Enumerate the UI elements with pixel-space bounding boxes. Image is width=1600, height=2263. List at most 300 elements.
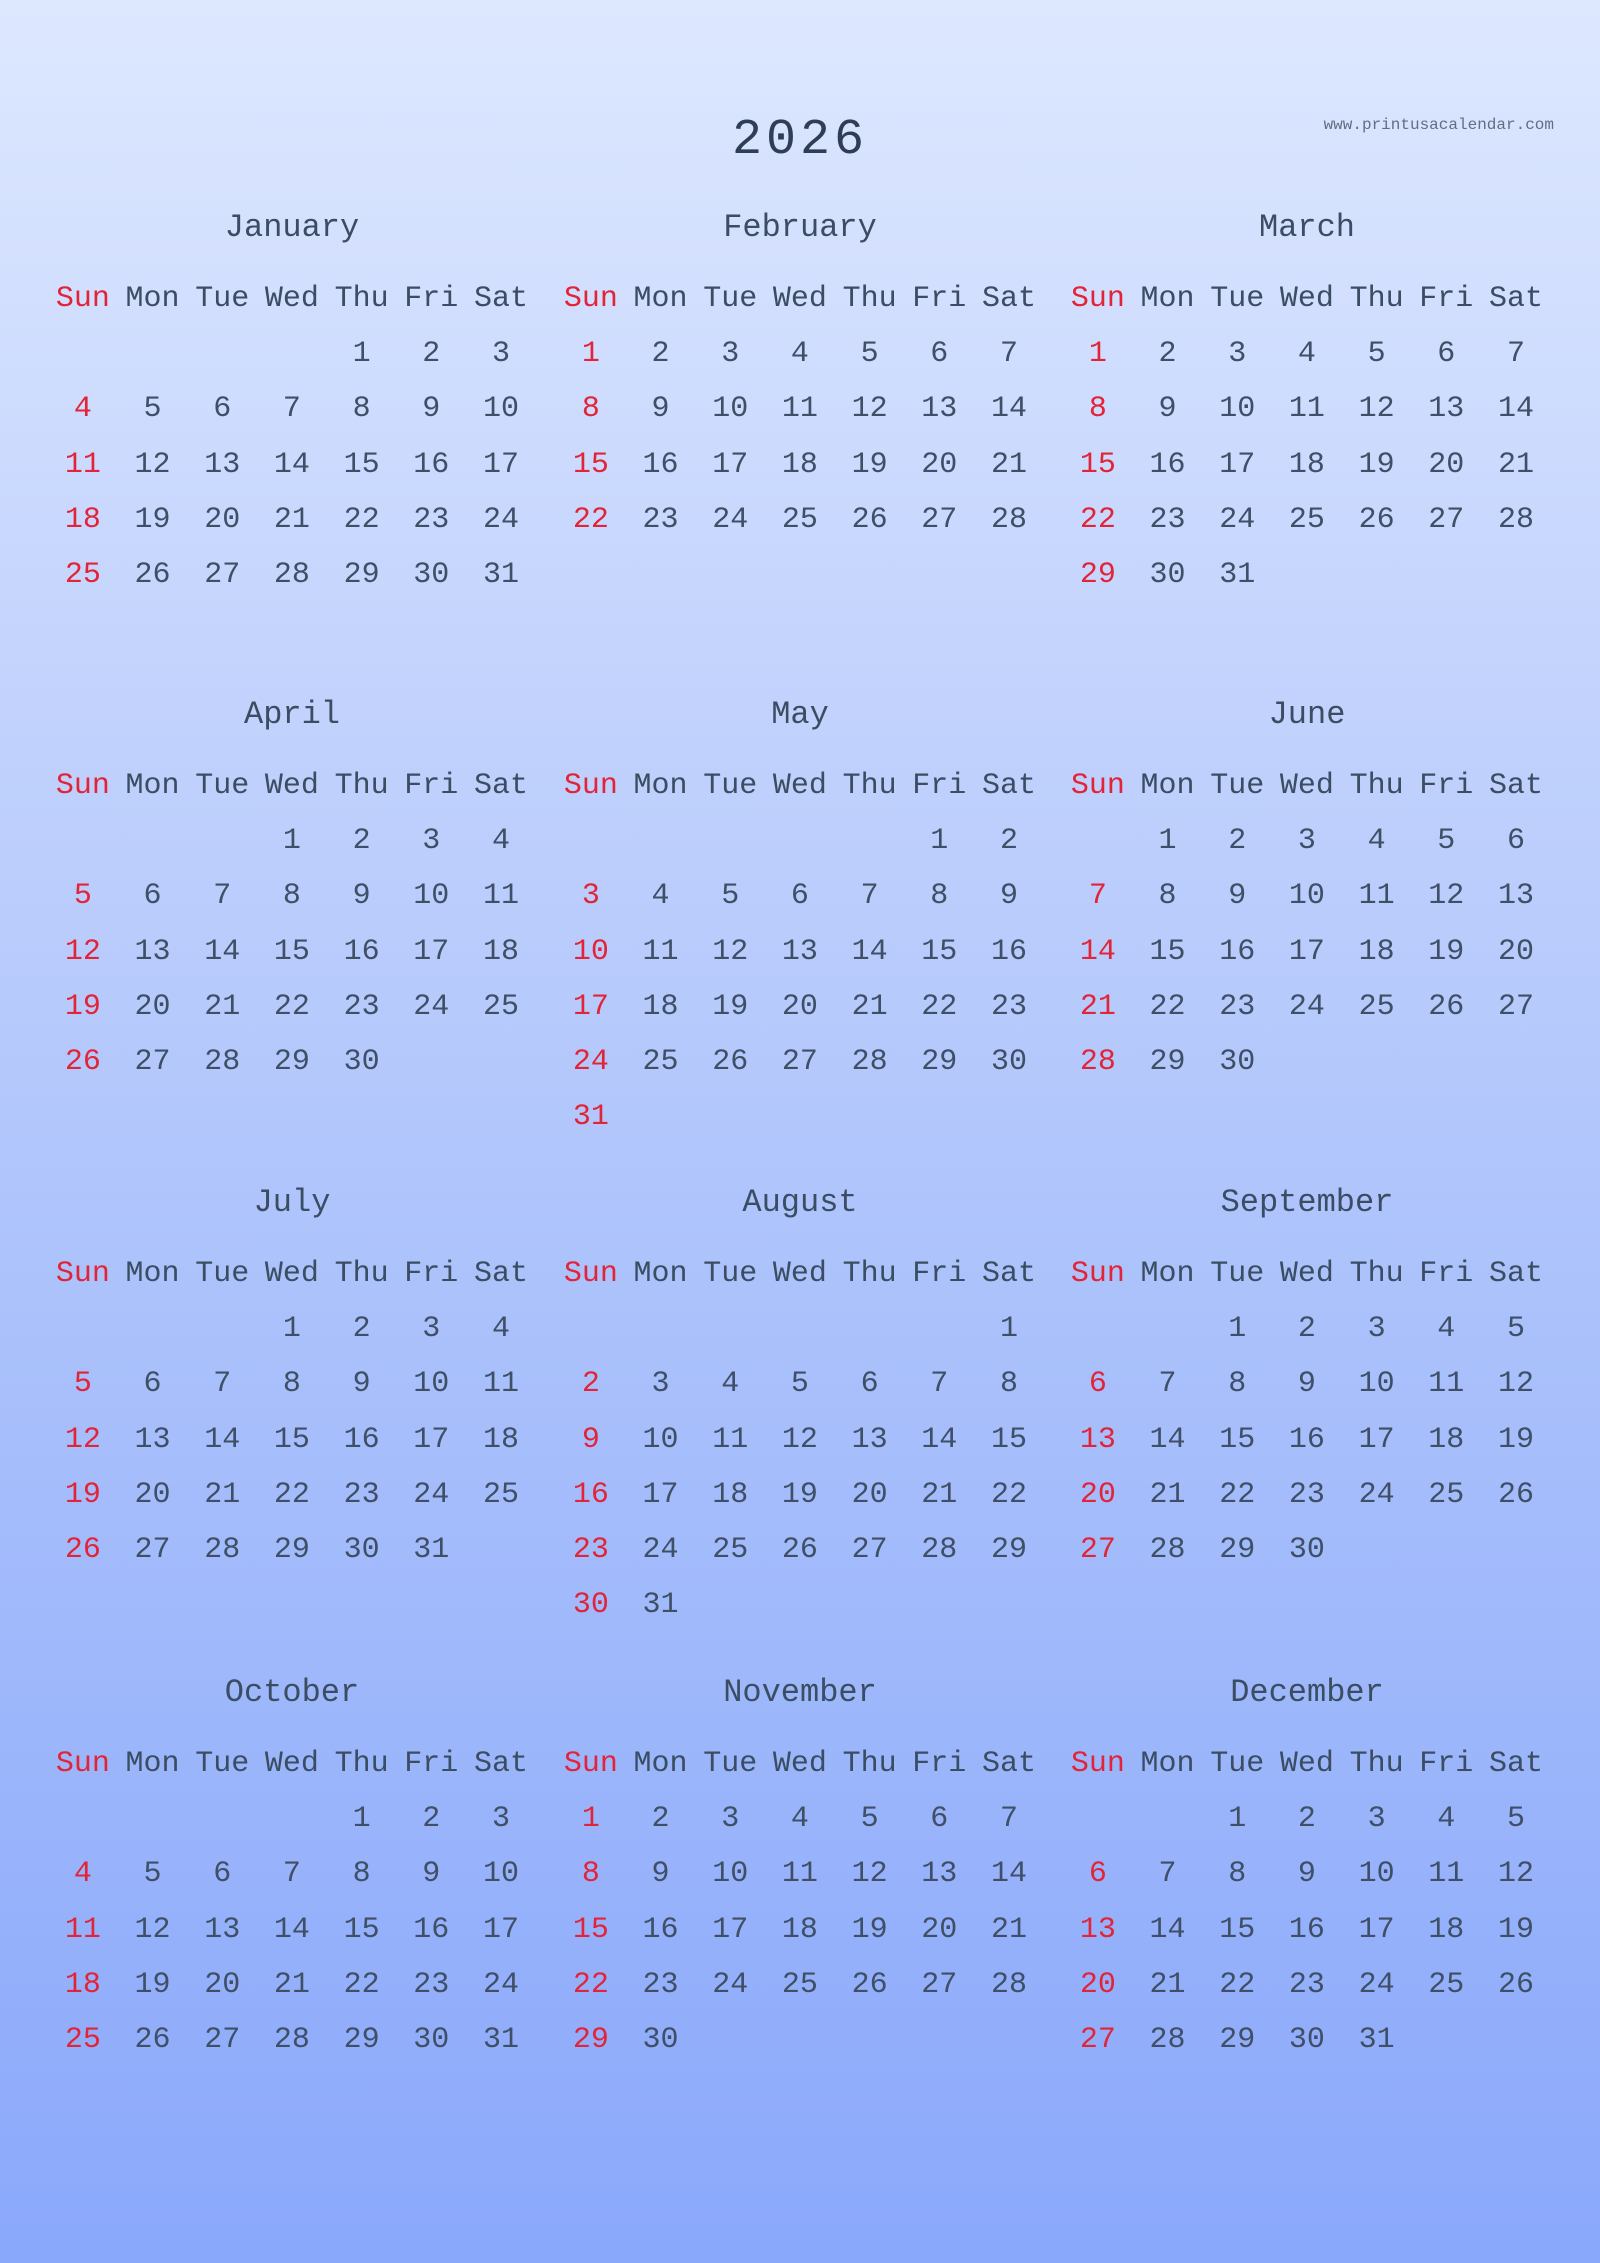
day-cell: 19 (781, 1477, 818, 1512)
day-cell: 15 (343, 447, 380, 482)
day-cell: 21 (1079, 989, 1116, 1024)
weekday-header-mon: Mon (1140, 1256, 1195, 1291)
day-cell: 16 (1288, 1912, 1325, 1947)
day-cell: 10 (712, 392, 749, 427)
day-cell: 20 (781, 989, 818, 1024)
day-cell: 15 (1149, 934, 1186, 969)
empty-cell (118, 326, 188, 381)
day-cell: 17 (712, 447, 749, 482)
weekday-header-wed: Wed (772, 281, 827, 316)
month-name: October (224, 1674, 360, 1711)
day-cell: 14 (273, 1912, 310, 1947)
day-cell: 14 (204, 934, 241, 969)
weekday-header-sun: Sun (1070, 1256, 1125, 1291)
day-cell: 2 (581, 1367, 600, 1402)
weekday-header-mon: Mon (1140, 281, 1195, 316)
day-cell: 24 (1219, 502, 1256, 537)
day-cell: 18 (1428, 1422, 1465, 1457)
day-cell: 20 (1428, 447, 1465, 482)
day-cell: 7 (213, 1367, 232, 1402)
day-cell: 12 (1497, 1857, 1534, 1892)
day-cell: 10 (642, 1422, 679, 1457)
day-cell: 29 (990, 1533, 1027, 1568)
month-june (1063, 690, 1551, 1090)
day-cell: 23 (642, 1967, 679, 2002)
day-cell: 12 (712, 934, 749, 969)
day-cell: 16 (343, 934, 380, 969)
weekday-header-sun: Sun (55, 281, 110, 316)
weekday-header-sat: Sat (473, 1746, 528, 1781)
day-cell: 2 (651, 1801, 670, 1836)
weekday-header-wed: Wed (1279, 281, 1334, 316)
day-cell: 16 (413, 1912, 450, 1947)
day-cell: 28 (204, 1045, 241, 1080)
day-cell: 11 (64, 447, 101, 482)
day-cell: 23 (343, 1477, 380, 1512)
day-cell: 22 (990, 1477, 1027, 1512)
day-cell: 23 (1149, 502, 1186, 537)
day-cell: 24 (572, 1045, 609, 1080)
day-cell: 24 (712, 502, 749, 537)
day-cell: 25 (1428, 1967, 1465, 2002)
empty-cell (118, 1791, 188, 1846)
day-cell: 20 (134, 1477, 171, 1512)
empty-cell (1063, 813, 1133, 868)
day-cell: 30 (413, 558, 450, 593)
day-cell: 5 (143, 392, 162, 427)
day-cell: 30 (1288, 2023, 1325, 2058)
weekday-header-wed: Wed (1279, 1746, 1334, 1781)
empty-cell (904, 1301, 974, 1356)
day-cell: 11 (781, 1857, 818, 1892)
day-cell: 25 (1428, 1477, 1465, 1512)
day-cell: 22 (343, 502, 380, 537)
day-cell: 9 (651, 392, 670, 427)
day-cell: 29 (1079, 558, 1116, 593)
day-cell: 23 (572, 1533, 609, 1568)
empty-cell (835, 1301, 905, 1356)
day-cell: 2 (422, 336, 441, 371)
day-cell: 8 (999, 1367, 1018, 1402)
day-cell: 2 (1228, 823, 1247, 858)
day-cell: 16 (1288, 1422, 1325, 1457)
day-cell: 6 (143, 879, 162, 914)
day-cell: 10 (1358, 1857, 1395, 1892)
day-cell: 24 (413, 1477, 450, 1512)
empty-cell (187, 326, 257, 381)
day-cell: 26 (134, 558, 171, 593)
day-cell: 13 (1428, 392, 1465, 427)
weekday-header-sat: Sat (981, 1256, 1036, 1291)
day-cell: 12 (134, 1912, 171, 1947)
day-cell: 27 (921, 1967, 958, 2002)
weekday-header-wed: Wed (264, 768, 319, 803)
weekday-header-tue: Tue (1210, 768, 1265, 803)
day-cell: 17 (1358, 1422, 1395, 1457)
day-cell: 15 (1219, 1422, 1256, 1457)
day-cell: 15 (572, 447, 609, 482)
day-cell: 18 (1358, 934, 1395, 969)
day-cell: 13 (921, 1857, 958, 1892)
day-cell: 27 (1497, 989, 1534, 1024)
weekday-header-thu: Thu (842, 281, 897, 316)
day-cell: 25 (1288, 502, 1325, 537)
day-cell: 7 (860, 879, 879, 914)
day-cell: 18 (1288, 447, 1325, 482)
empty-cell (626, 813, 696, 868)
empty-cell (48, 1301, 118, 1356)
day-cell: 21 (851, 989, 888, 1024)
day-cell: 15 (273, 1422, 310, 1457)
day-cell: 29 (273, 1045, 310, 1080)
weekday-header-tue: Tue (703, 768, 758, 803)
day-cell: 19 (64, 989, 101, 1024)
day-cell: 24 (482, 502, 519, 537)
day-cell: 26 (851, 502, 888, 537)
month-april (48, 690, 536, 1090)
day-cell: 17 (572, 989, 609, 1024)
day-cell: 3 (651, 1367, 670, 1402)
day-cell: 17 (712, 1912, 749, 1947)
day-cell: 9 (1228, 879, 1247, 914)
day-cell: 7 (1158, 1857, 1177, 1892)
day-cell: 30 (343, 1533, 380, 1568)
day-cell: 20 (1497, 934, 1534, 969)
day-cell: 1 (1088, 336, 1107, 371)
day-cell: 12 (1358, 392, 1395, 427)
weekday-header-fri: Fri (404, 1746, 459, 1781)
day-cell: 16 (413, 447, 450, 482)
day-cell: 28 (1079, 1045, 1116, 1080)
weekday-header-thu: Thu (842, 1746, 897, 1781)
day-cell: 25 (781, 1967, 818, 2002)
weekday-header-thu: Thu (1349, 1256, 1404, 1291)
day-cell: 19 (134, 502, 171, 537)
day-cell: 9 (581, 1422, 600, 1457)
day-cell: 29 (572, 2023, 609, 2058)
day-cell: 8 (282, 879, 301, 914)
day-cell: 9 (1297, 1367, 1316, 1402)
day-cell: 7 (282, 1857, 301, 1892)
day-cell: 18 (642, 989, 679, 1024)
weekday-header-mon: Mon (633, 281, 688, 316)
weekday-header-wed: Wed (772, 1256, 827, 1291)
day-cell: 20 (1079, 1967, 1116, 2002)
day-cell: 23 (1288, 1477, 1325, 1512)
month-july (48, 1178, 536, 1578)
empty-cell (695, 1301, 765, 1356)
empty-cell (835, 813, 905, 868)
month-august (556, 1178, 1044, 1633)
day-cell: 3 (1367, 1311, 1386, 1346)
day-cell: 8 (352, 392, 371, 427)
day-cell: 20 (204, 1967, 241, 2002)
day-cell: 21 (273, 502, 310, 537)
day-cell: 2 (352, 1311, 371, 1346)
empty-cell (556, 813, 626, 868)
day-cell: 23 (1288, 1967, 1325, 2002)
day-cell: 11 (1288, 392, 1325, 427)
day-cell: 8 (930, 879, 949, 914)
day-cell: 19 (851, 447, 888, 482)
day-cell: 29 (343, 2023, 380, 2058)
day-cell: 28 (921, 1533, 958, 1568)
day-cell: 13 (204, 1912, 241, 1947)
day-cell: 17 (642, 1477, 679, 1512)
empty-cell (1133, 1301, 1203, 1356)
day-cell: 16 (343, 1422, 380, 1457)
empty-cell (556, 1301, 626, 1356)
day-cell: 15 (343, 1912, 380, 1947)
weekday-header-tue: Tue (1210, 281, 1265, 316)
day-cell: 12 (851, 1857, 888, 1892)
empty-cell (1063, 1301, 1133, 1356)
website-url: www.printusacalendar.com (1323, 116, 1554, 134)
day-cell: 10 (572, 934, 609, 969)
day-cell: 21 (1149, 1967, 1186, 2002)
empty-cell (626, 1301, 696, 1356)
month-march (1063, 203, 1551, 603)
day-cell: 6 (790, 879, 809, 914)
day-cell: 4 (721, 1367, 740, 1402)
month-grid (48, 1246, 536, 1578)
day-cell: 27 (204, 2023, 241, 2058)
day-cell: 3 (1228, 336, 1247, 371)
day-cell: 22 (572, 502, 609, 537)
weekday-header-sat: Sat (1488, 1746, 1543, 1781)
day-cell: 14 (204, 1422, 241, 1457)
weekday-header-wed: Wed (772, 1746, 827, 1781)
day-cell: 21 (921, 1477, 958, 1512)
weekday-header-tue: Tue (703, 1746, 758, 1781)
day-cell: 1 (1228, 1801, 1247, 1836)
day-cell: 30 (343, 1045, 380, 1080)
empty-cell (48, 326, 118, 381)
day-cell: 26 (1497, 1477, 1534, 1512)
month-grid (556, 1246, 1044, 1633)
day-cell: 4 (491, 1311, 510, 1346)
day-cell: 15 (273, 934, 310, 969)
day-cell: 6 (1437, 336, 1456, 371)
day-cell: 16 (1149, 447, 1186, 482)
empty-cell (257, 326, 327, 381)
day-cell: 13 (781, 934, 818, 969)
day-cell: 13 (1497, 879, 1534, 914)
day-cell: 16 (642, 447, 679, 482)
day-cell: 1 (999, 1311, 1018, 1346)
day-cell: 12 (64, 934, 101, 969)
month-december (1063, 1668, 1551, 2068)
day-cell: 27 (1079, 2023, 1116, 2058)
weekday-header-tue: Tue (1210, 1746, 1265, 1781)
day-cell: 12 (134, 447, 171, 482)
month-september (1063, 1178, 1551, 1578)
day-cell: 9 (651, 1857, 670, 1892)
day-cell: 17 (1288, 934, 1325, 969)
weekday-header-tue: Tue (195, 281, 250, 316)
day-cell: 24 (413, 989, 450, 1024)
empty-cell (257, 1791, 327, 1846)
day-cell: 14 (990, 392, 1027, 427)
weekday-header-sat: Sat (473, 281, 528, 316)
day-cell: 25 (482, 1477, 519, 1512)
day-cell: 25 (64, 2023, 101, 2058)
month-november (556, 1668, 1044, 2068)
day-cell: 14 (851, 934, 888, 969)
day-cell: 22 (273, 989, 310, 1024)
day-cell: 22 (572, 1967, 609, 2002)
weekday-header-sun: Sun (55, 768, 110, 803)
month-grid (1063, 1246, 1551, 1578)
weekday-header-thu: Thu (1349, 1746, 1404, 1781)
day-cell: 24 (1358, 1967, 1395, 2002)
empty-cell (765, 813, 835, 868)
empty-cell (118, 1301, 188, 1356)
day-cell: 1 (352, 1801, 371, 1836)
day-cell: 7 (930, 1367, 949, 1402)
day-cell: 14 (1149, 1422, 1186, 1457)
day-cell: 2 (352, 823, 371, 858)
weekday-header-tue: Tue (195, 768, 250, 803)
day-cell: 3 (422, 1311, 441, 1346)
day-cell: 20 (1079, 1477, 1116, 1512)
weekday-header-sun: Sun (55, 1746, 110, 1781)
day-cell: 31 (572, 1100, 609, 1135)
day-cell: 30 (1288, 1533, 1325, 1568)
day-cell: 11 (1428, 1367, 1465, 1402)
day-cell: 27 (134, 1045, 171, 1080)
day-cell: 23 (413, 1967, 450, 2002)
day-cell: 13 (134, 934, 171, 969)
day-cell: 31 (482, 2023, 519, 2058)
month-name: March (1258, 209, 1355, 246)
day-cell: 14 (273, 447, 310, 482)
weekday-header-wed: Wed (264, 1746, 319, 1781)
day-cell: 25 (642, 1045, 679, 1080)
day-cell: 18 (1428, 1912, 1465, 1947)
day-cell: 25 (712, 1533, 749, 1568)
day-cell: 18 (781, 1912, 818, 1947)
day-cell: 6 (1088, 1367, 1107, 1402)
day-cell: 11 (642, 934, 679, 969)
empty-cell (1133, 1791, 1203, 1846)
day-cell: 28 (851, 1045, 888, 1080)
day-cell: 7 (1088, 879, 1107, 914)
day-cell: 27 (1079, 1533, 1116, 1568)
weekday-header-sat: Sat (473, 768, 528, 803)
day-cell: 5 (1506, 1311, 1525, 1346)
day-cell: 6 (860, 1367, 879, 1402)
weekday-header-mon: Mon (633, 1256, 688, 1291)
day-cell: 20 (204, 502, 241, 537)
month-grid (1063, 758, 1551, 1090)
day-cell: 17 (482, 1912, 519, 1947)
day-cell: 22 (1079, 502, 1116, 537)
day-cell: 19 (712, 989, 749, 1024)
day-cell: 4 (790, 336, 809, 371)
day-cell: 31 (1358, 2023, 1395, 2058)
day-cell: 5 (860, 336, 879, 371)
day-cell: 13 (134, 1422, 171, 1457)
day-cell: 17 (482, 447, 519, 482)
day-cell: 26 (851, 1967, 888, 2002)
day-cell: 28 (273, 558, 310, 593)
weekday-header-thu: Thu (334, 281, 389, 316)
weekday-header-mon: Mon (125, 1746, 180, 1781)
month-name: February (723, 209, 877, 246)
month-grid (556, 1736, 1044, 2068)
day-cell: 19 (1497, 1912, 1534, 1947)
day-cell: 10 (413, 879, 450, 914)
day-cell: 29 (273, 1533, 310, 1568)
day-cell: 28 (990, 502, 1027, 537)
empty-cell (48, 1791, 118, 1846)
day-cell: 27 (204, 558, 241, 593)
day-cell: 10 (1219, 392, 1256, 427)
weekday-header-tue: Tue (195, 1256, 250, 1291)
day-cell: 19 (134, 1967, 171, 2002)
day-cell: 26 (712, 1045, 749, 1080)
day-cell: 4 (1297, 336, 1316, 371)
day-cell: 31 (482, 558, 519, 593)
month-grid (1063, 271, 1551, 603)
weekday-header-sat: Sat (981, 768, 1036, 803)
day-cell: 9 (352, 1367, 371, 1402)
day-cell: 20 (134, 989, 171, 1024)
day-cell: 21 (273, 1967, 310, 2002)
weekday-header-mon: Mon (1140, 1746, 1195, 1781)
day-cell: 28 (273, 2023, 310, 2058)
day-cell: 4 (491, 823, 510, 858)
weekday-header-sun: Sun (563, 281, 618, 316)
day-cell: 4 (1367, 823, 1386, 858)
day-cell: 17 (413, 1422, 450, 1457)
day-cell: 15 (1079, 447, 1116, 482)
weekday-header-mon: Mon (633, 1746, 688, 1781)
weekday-header-fri: Fri (1419, 1746, 1474, 1781)
day-cell: 26 (1497, 1967, 1534, 2002)
day-cell: 20 (921, 447, 958, 482)
month-october (48, 1668, 536, 2068)
day-cell: 15 (990, 1422, 1027, 1457)
day-cell: 5 (721, 879, 740, 914)
day-cell: 11 (1428, 1857, 1465, 1892)
day-cell: 6 (213, 1857, 232, 1892)
day-cell: 23 (343, 989, 380, 1024)
month-name: December (1230, 1674, 1384, 1711)
day-cell: 28 (1149, 1533, 1186, 1568)
day-cell: 3 (1297, 823, 1316, 858)
day-cell: 4 (73, 392, 92, 427)
day-cell: 3 (422, 823, 441, 858)
day-cell: 1 (581, 1801, 600, 1836)
month-name: May (771, 696, 829, 733)
day-cell: 24 (1288, 989, 1325, 1024)
weekday-header-sat: Sat (981, 281, 1036, 316)
day-cell: 26 (781, 1533, 818, 1568)
day-cell: 27 (1428, 502, 1465, 537)
day-cell: 6 (930, 336, 949, 371)
day-cell: 6 (213, 392, 232, 427)
day-cell: 3 (1367, 1801, 1386, 1836)
day-cell: 16 (1219, 934, 1256, 969)
month-grid (556, 271, 1044, 547)
day-cell: 2 (651, 336, 670, 371)
day-cell: 7 (999, 336, 1018, 371)
month-name: January (224, 209, 360, 246)
day-cell: 2 (999, 823, 1018, 858)
weekday-header-thu: Thu (334, 1256, 389, 1291)
